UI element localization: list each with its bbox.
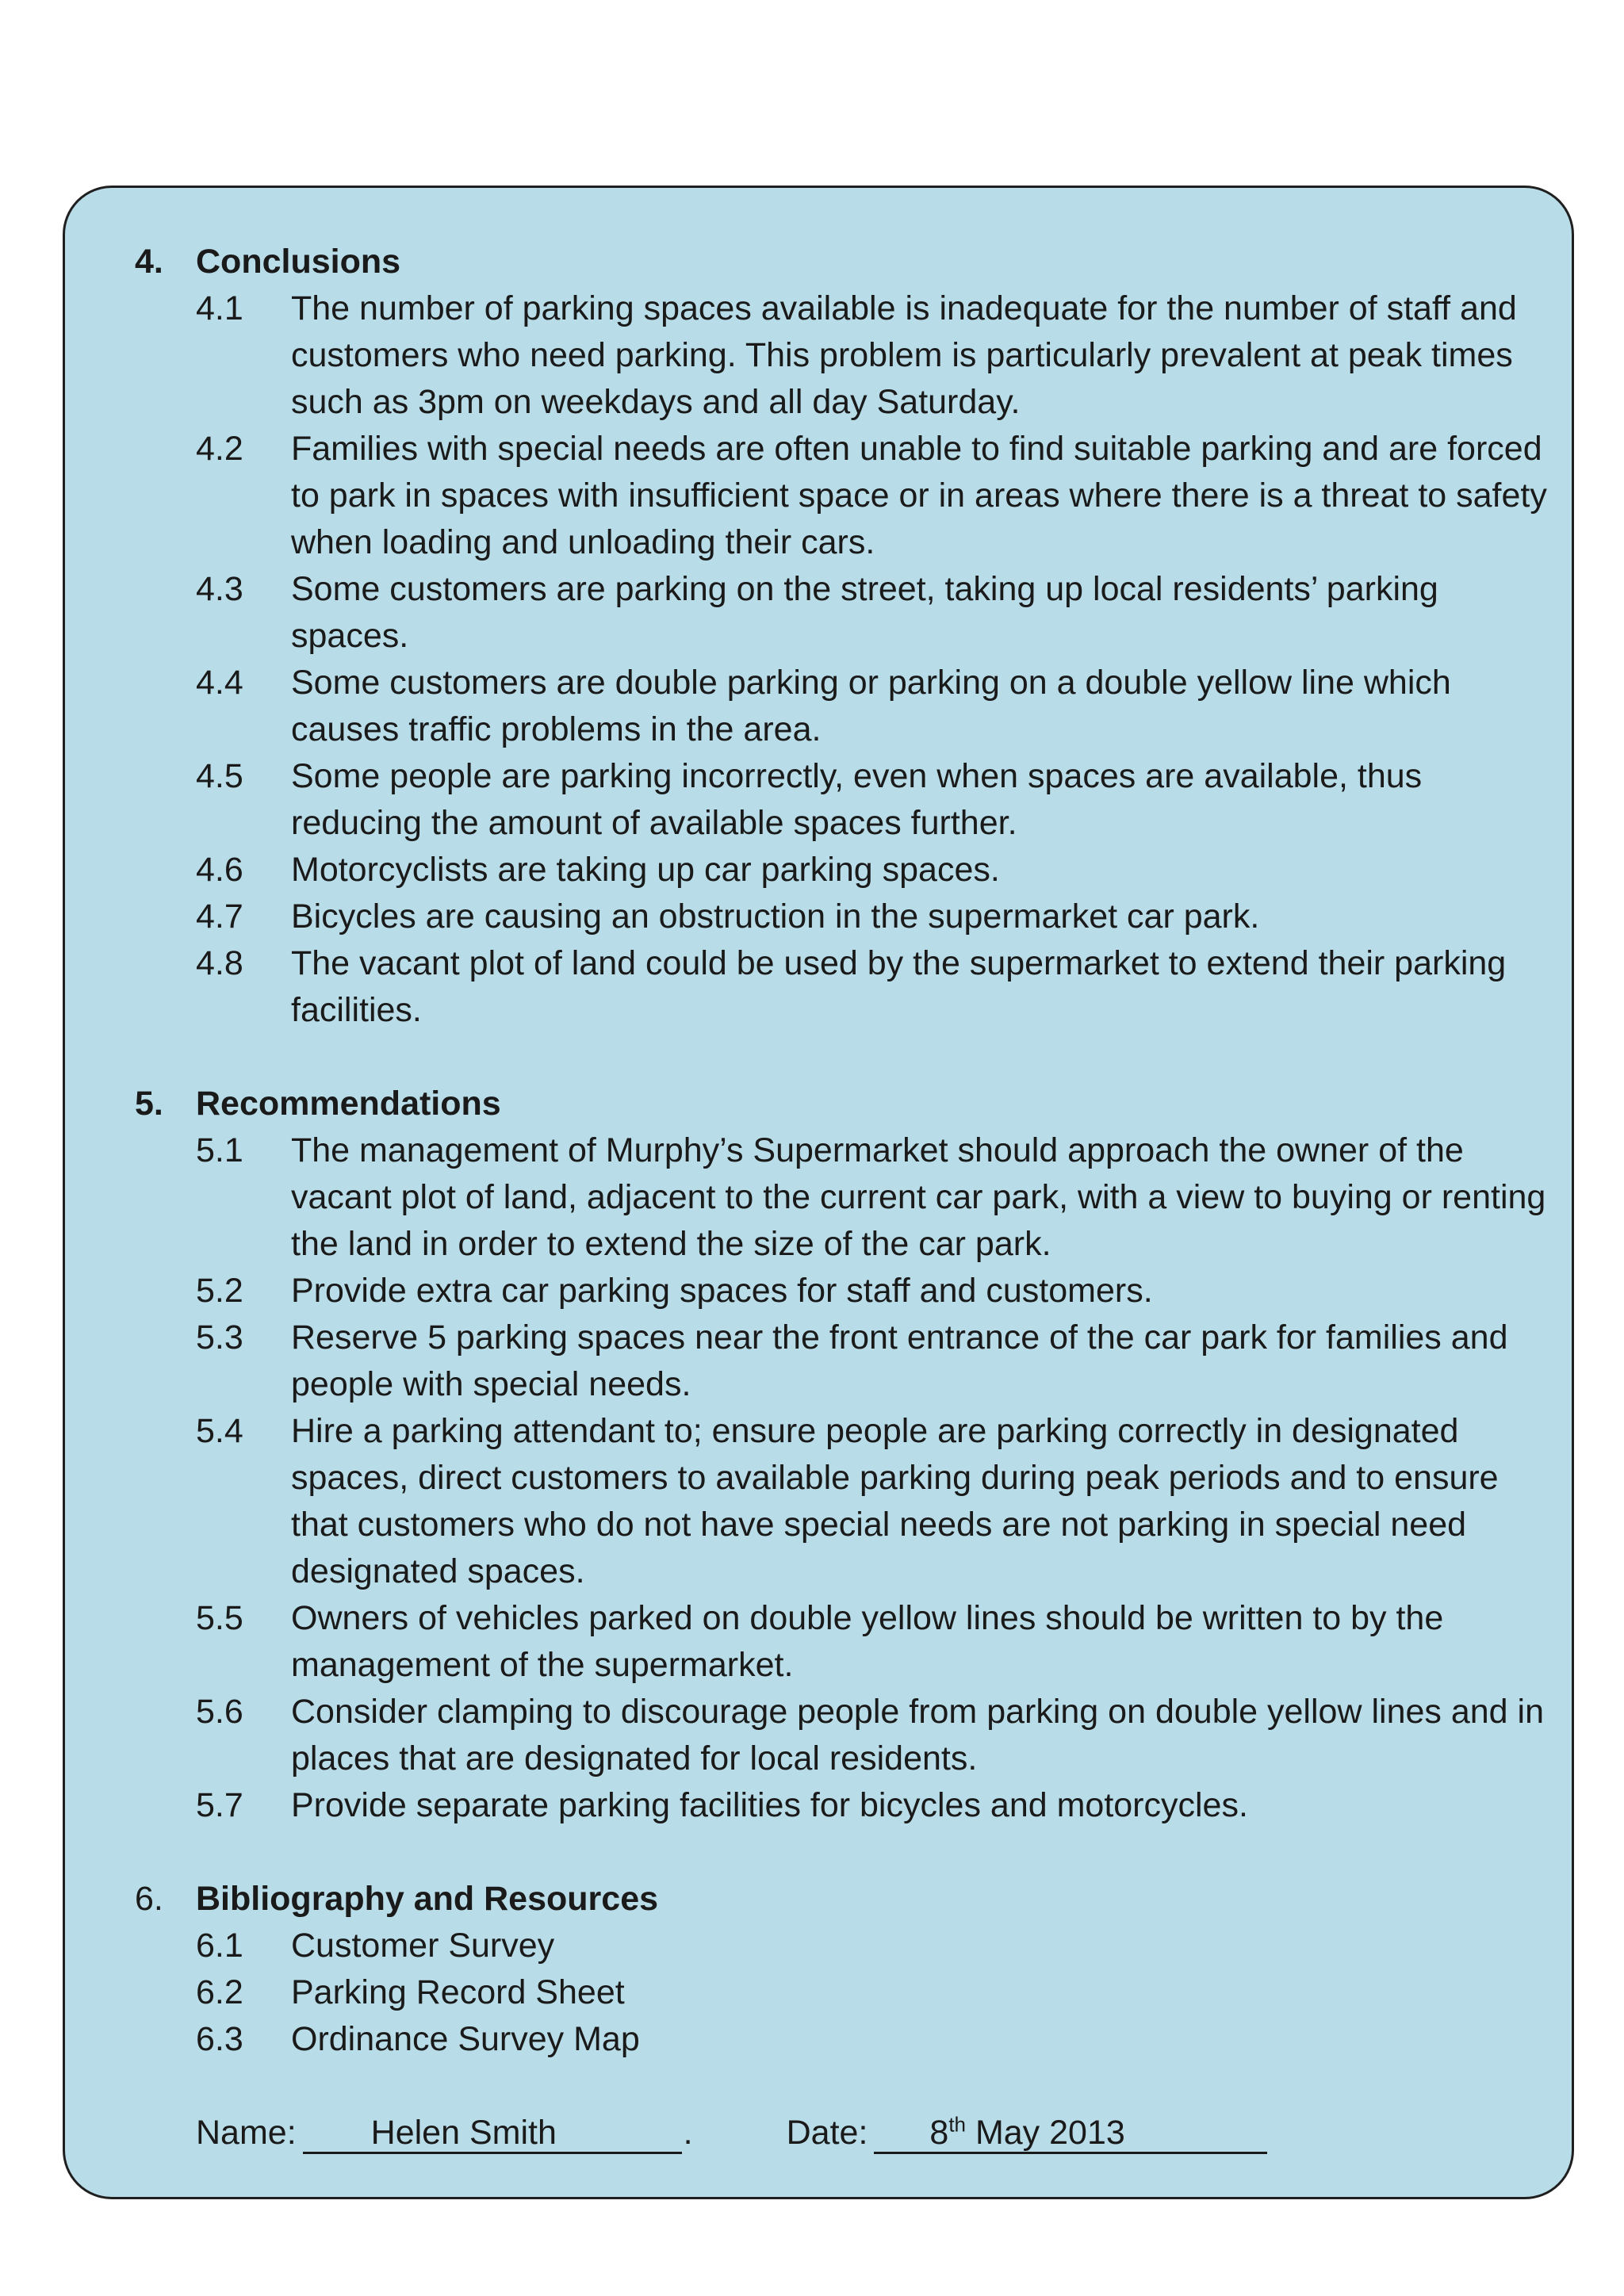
list-item — [135, 1782, 1554, 1829]
item-number: 4.7 — [196, 897, 243, 936]
item-number: 4.6 — [196, 851, 243, 889]
item-text: The number of parking spaces available is inadequate for the number of staff and customers who need parking. This problem is particularly prevalent at peak times such as 3pm on weekdays and all day Saturday. — [291, 289, 1517, 421]
list-item — [135, 1923, 1554, 1969]
list-item — [135, 2016, 1554, 2063]
item-text: Hire a parking attendant to; ensure people are parking correctly in designated spaces, direct customers to available parking during peak periods and to ensure that customers who do not have special needs are not parking in special need designated spaces. — [291, 1412, 1499, 1590]
list-item — [135, 566, 1554, 660]
item-text: Reserve 5 parking spaces near the front entrance of the car park for families and people with special needs. — [291, 1318, 1508, 1403]
sections-container — [135, 239, 1554, 2063]
item-text: Some customers are double parking or parking on a double yellow line which causes traffic problems in the area. — [291, 664, 1451, 748]
name-label: Name: — [196, 2114, 297, 2152]
section-heading — [135, 1081, 1554, 1127]
item-text: Ordinance Survey Map — [291, 2020, 640, 2058]
section-heading — [135, 239, 1554, 285]
item-text: Some customers are parking on the street, taking up local residents’ parking spaces. — [291, 570, 1438, 655]
item-number: 5.1 — [196, 1131, 243, 1169]
item-number: 4.1 — [196, 289, 243, 327]
list-item — [135, 1408, 1554, 1595]
list-item — [135, 753, 1554, 847]
section-number: 4. — [135, 243, 163, 281]
section-items — [135, 285, 1554, 1034]
list-item — [135, 660, 1554, 753]
item-text: Bicycles are causing an obstruction in the supermarket car park. — [291, 897, 1260, 936]
section-items — [135, 1127, 1554, 1829]
item-number: 5.6 — [196, 1693, 243, 1731]
date-value — [874, 2114, 1124, 2152]
list-item — [135, 847, 1554, 894]
item-text: The management of Murphy’s Supermarket should approach the owner of the vacant plot of land, adjacent to the current car park, with a view to buying or renting the land in order to extend the size of the car park. — [291, 1131, 1546, 1263]
date-rest: May 2013 — [966, 2114, 1125, 2152]
list-item — [135, 894, 1554, 940]
item-text: Provide extra car parking spaces for staff and customers. — [291, 1272, 1153, 1310]
list-item — [135, 1689, 1554, 1782]
date-day: 8 — [929, 2114, 949, 2152]
date-suffix: th — [948, 2112, 966, 2137]
list-item — [135, 1595, 1554, 1689]
item-number: 4.8 — [196, 944, 243, 982]
list-item — [135, 1127, 1554, 1268]
list-item — [135, 940, 1554, 1034]
item-number: 6.3 — [196, 2020, 243, 2058]
item-text: Consider clamping to discourage people from parking on double yellow lines and in places that are designated for local residents. — [291, 1693, 1544, 1777]
item-text: Customer Survey — [291, 1927, 555, 1965]
item-text: Owners of vehicles parked on double yellow lines should be written to by the management of the supermarket. — [291, 1599, 1444, 1684]
item-number: 5.7 — [196, 1786, 243, 1824]
item-text: Motorcyclists are taking up car parking spaces. — [291, 851, 1000, 889]
section-4 — [135, 239, 1554, 1034]
list-item — [135, 1268, 1554, 1314]
item-number: 6.1 — [196, 1927, 243, 1965]
name-end-mark: . — [683, 2114, 693, 2152]
item-text: Families with special needs are often unable to find suitable parking and are forced to park in spaces with insufficient space or in areas where there is a threat to safety when loading and unloading their cars. — [291, 430, 1547, 561]
section-number: 6. — [135, 1880, 163, 1918]
item-number: 5.2 — [196, 1272, 243, 1310]
list-item — [135, 1969, 1554, 2016]
item-text: Provide separate parking facilities for bicycles and motorcycles. — [291, 1786, 1248, 1824]
section-title: Conclusions — [196, 243, 401, 281]
item-number: 5.5 — [196, 1599, 243, 1637]
section-title: Recommendations — [196, 1085, 501, 1123]
list-item — [135, 285, 1554, 426]
item-number: 6.2 — [196, 1973, 243, 2011]
item-number: 4.2 — [196, 430, 243, 468]
item-number: 4.3 — [196, 570, 243, 608]
item-number: 4.4 — [196, 664, 243, 702]
list-item — [135, 426, 1554, 566]
date-label: Date: — [786, 2114, 868, 2152]
name-underline — [303, 2114, 682, 2154]
item-text: Some people are parking incorrectly, even when spaces are available, thus reducing the amount of available spaces further. — [291, 757, 1423, 842]
section-heading — [135, 1876, 1554, 1923]
item-number: 5.4 — [196, 1412, 243, 1450]
item-text: The vacant plot of land could be used by the supermarket to extend their parking facilities. — [291, 944, 1507, 1029]
name-value: Helen Smith — [370, 2114, 557, 2152]
signature-line — [135, 2110, 1554, 2156]
item-number: 5.3 — [196, 1318, 243, 1357]
item-number: 4.5 — [196, 757, 243, 795]
section-number: 5. — [135, 1085, 163, 1123]
report-content — [135, 239, 1554, 2156]
date-underline — [874, 2114, 1267, 2154]
section-items — [135, 1923, 1554, 2063]
item-text: Parking Record Sheet — [291, 1973, 625, 2011]
list-item — [135, 1314, 1554, 1408]
section-5 — [135, 1081, 1554, 1829]
section-6 — [135, 1876, 1554, 2063]
section-title: Bibliography and Resources — [196, 1880, 659, 1918]
